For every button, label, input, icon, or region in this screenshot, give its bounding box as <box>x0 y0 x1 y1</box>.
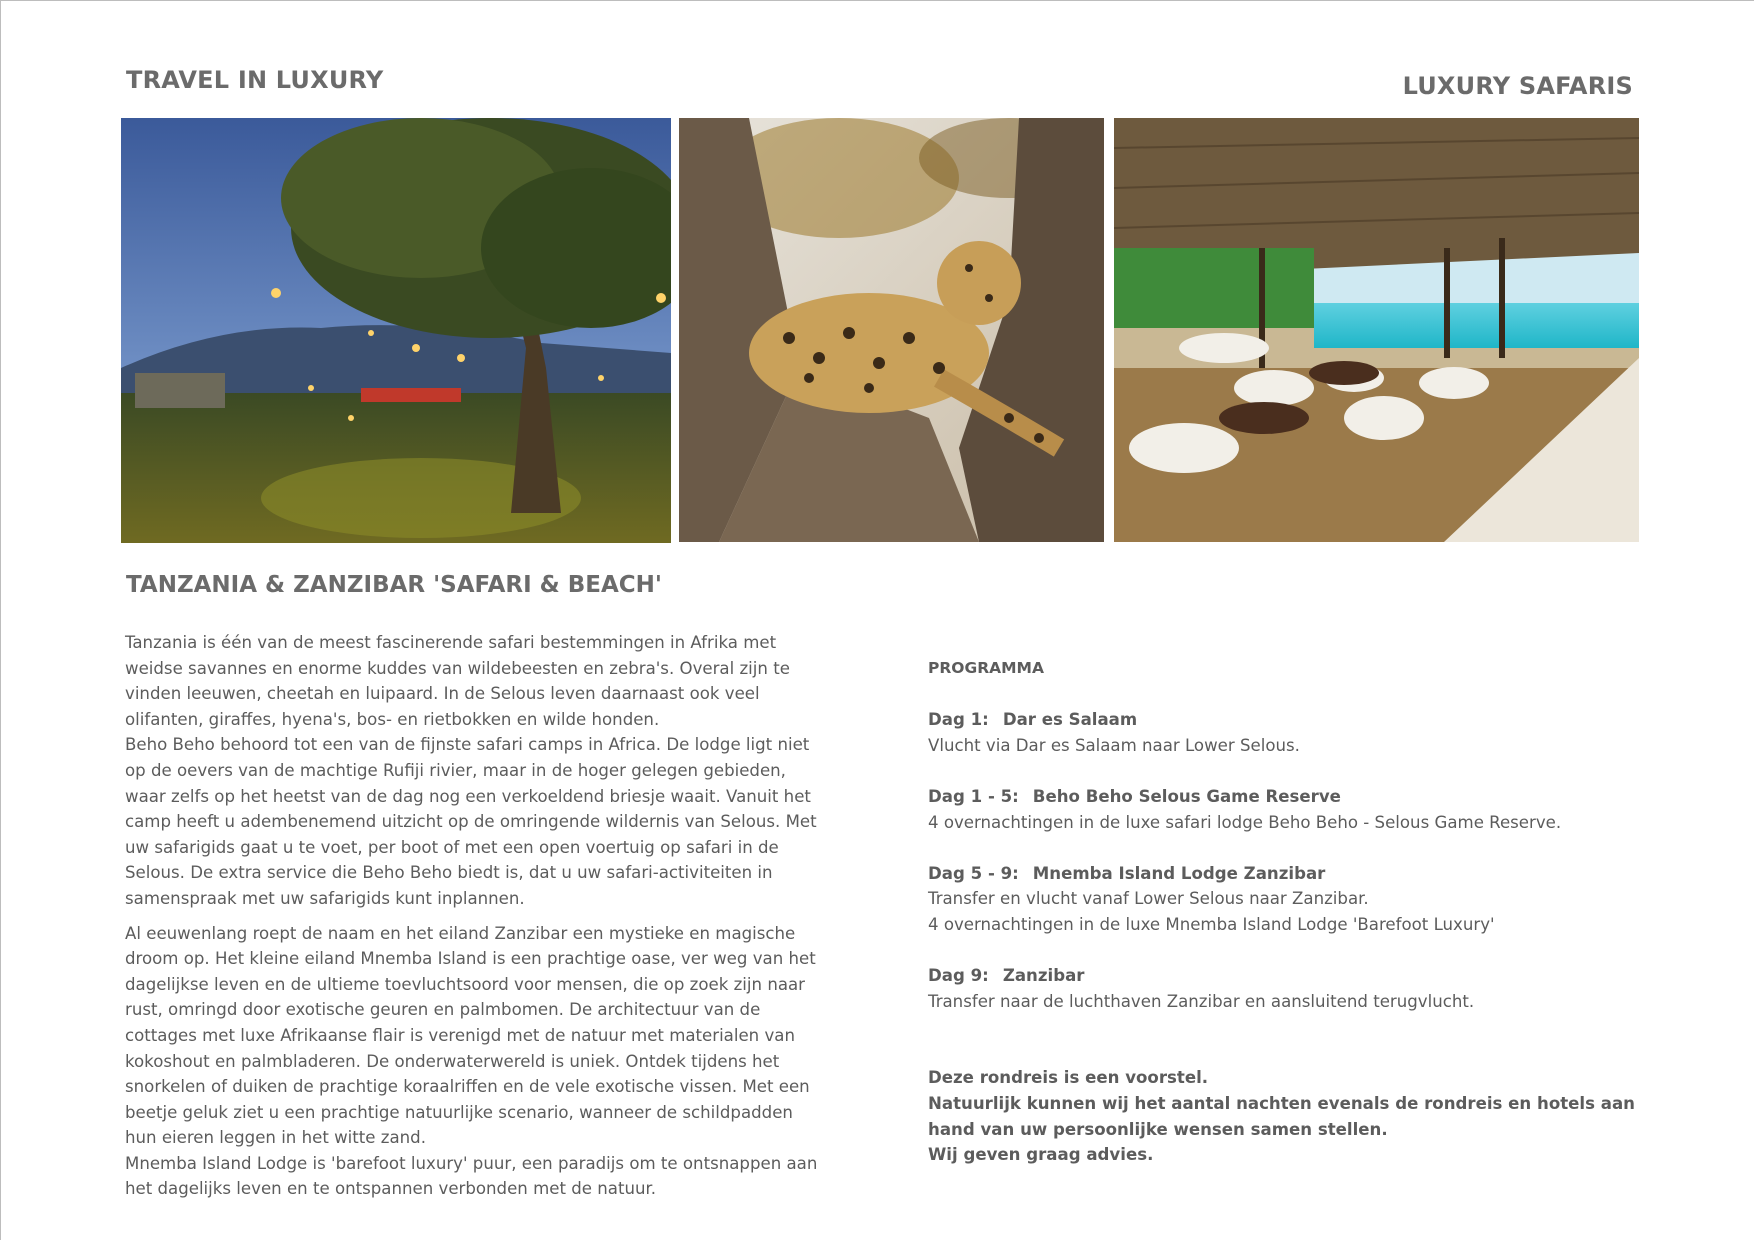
day-label: Dag 1: <box>928 710 989 730</box>
day-label: Dag 5 - 9: <box>928 863 1019 883</box>
closing-line: Wij geven graag advies. <box>928 1145 1154 1165</box>
day-title <box>928 963 1648 989</box>
day-title <box>928 784 1648 810</box>
closing-line: Natuurlijk kunnen wij het aantal nachten evenals de rondreis en hotels aan hand van uw persoonlijke wensen samen stellen. <box>928 1093 1635 1139</box>
closing-line: Deze rondreis is een voorstel. <box>928 1068 1209 1088</box>
day-line: 4 overnachtingen in de luxe Mnemba Island Lodge 'Barefoot Luxury' <box>928 914 1495 934</box>
program-day <box>928 861 1648 938</box>
day-label: Dag 9: <box>928 966 989 986</box>
day-line: Transfer naar de luchthaven Zanzibar en aansluitend terugvlucht. <box>928 991 1475 1011</box>
day-place: Mnemba Island Lodge Zanzibar <box>1032 863 1326 883</box>
day-place: Dar es Salaam <box>1002 710 1138 730</box>
brand-title-left: TRAVEL IN LUXURY <box>126 66 384 94</box>
intro-paragraph: Beho Beho behoord tot een van de fijnste safari camps in Africa. De lodge ligt niet op de oevers van de machtige Rufiji rivier, maar in de hoger gelegen gebieden, waar zelfs op het heetst van de dag nog een verkoeldend briesje waait. Vanuit het camp heeft u adembenemend uitzicht op de omringende wildernis van Selous. Met uw safarigids gaat u te voet, per boot of met een open voertuig op safari in de Selous. De extra service die Beho Beho biedt is, dat u uw safari-activiteiten in samenspraak met uw safarigids kunt inplannen. <box>125 735 817 908</box>
intro-paragraph: Al eeuwenlang roept de naam en het eiland Zanzibar een mystieke en magische droom op. Het kleine eiland Mnemba Island is een prachtige oase, ver weg van het dagelijkse leven en de ultieme toevluchtsoord voor mensen, die op zoek zijn naar rust, omringd door exotische geuren en palmbomen. De architectuur van de cottages met luxe Afrikaanse flair is verenigd met de natuur met materialen van kokoshout en palmbladeren. De onderwaterwereld is uniek. Ontdek tijdens het snorkelen of duiken de prachtige koraalriffen en de vele exotische vissen. Met een beetje geluk ziet u een prachtige natuurlijke scenario, wanneer de schildpadden hun eieren leggen in het witte zand. <box>125 923 816 1148</box>
day-line: 4 overnachtingen in de luxe safari lodge Beho Beho - Selous Game Reserve. <box>928 812 1562 832</box>
beach-lodge-lounge-photo <box>1114 118 1639 542</box>
day-line: Vlucht via Dar es Salaam naar Lower Selous. <box>928 735 1300 755</box>
day-title <box>928 861 1648 887</box>
program-heading: PROGRAMMA <box>928 659 1044 677</box>
intro-paragraph: Tanzania is één van de meest fascinerende safari bestemmingen in Afrika met weidse savannes en enorme kuddes van wildebeesten en zebra's. Overal zijn te vinden leeuwen, cheetah en luipaard. In de Selous leven daarnaast ook veel olifanten, giraffes, hyena's, bos- en rietbokken en wilde honden. <box>125 633 790 729</box>
day-title <box>928 707 1648 733</box>
program-day <box>928 784 1648 835</box>
day-place: Zanzibar <box>1002 966 1085 986</box>
day-place: Beho Beho Selous Game Reserve <box>1032 786 1341 806</box>
safari-dinner-tree-photo <box>121 118 671 543</box>
day-line: Transfer en vlucht vanaf Lower Selous naar Zanzibar. <box>928 889 1369 909</box>
program-section <box>928 656 1648 1168</box>
leopard-in-tree-photo <box>679 118 1104 542</box>
day-label: Dag 1 - 5: <box>928 786 1019 806</box>
brand-title-right: LUXURY SAFARIS <box>1402 72 1633 100</box>
program-day <box>928 963 1648 1014</box>
program-day <box>928 707 1648 758</box>
intro-paragraph: Mnemba Island Lodge is 'barefoot luxury' puur, een paradijs om te ontsnappen aan het dagelijks leven en te ontspannen verbonden met de natuur. <box>125 1153 818 1199</box>
closing-note <box>928 1065 1648 1167</box>
page-title: TANZANIA & ZANZIBAR 'SAFARI & BEACH' <box>126 572 662 598</box>
intro-text <box>125 630 825 1202</box>
